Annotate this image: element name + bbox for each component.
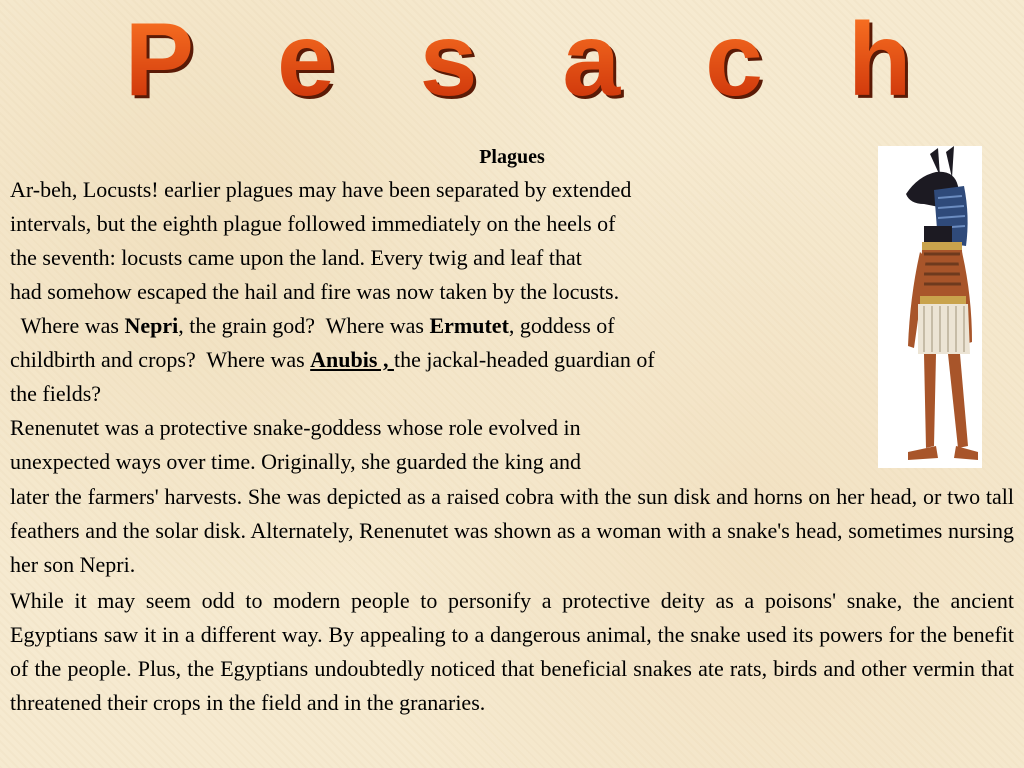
text-line: Renenutet was a protective snake-goddess whose role evolved in [10,415,581,440]
ermutet-name: Ermutet [429,313,509,338]
text-line-anubis [10,343,870,377]
paragraph-renenutet: later the farmers' harvests. She was depicted as a raised cobra with the sun disk and horns on her head, or two tall feathers and the solar disk. Alternately, Renenutet was shown as a woman with a snake's head, sometimes nursing her son Nepri. [10,484,1014,577]
page-title: P e s a c h [0,0,1024,120]
anubis-figure-icon [878,146,982,468]
text-fragment: Where was [10,313,125,338]
paragraph-snake: While it may seem odd to modern people to personify a protective deity as a poisons' snake, the ancient Egyptians saw it in a different way. By appealing to a dangerous animal, the snake used its powers for the benefit of the people. Plus, the Egyptians undoubtedly noticed that beneficial snakes ate rats, birds and other vermin that threatened their crops in the field and in the granaries. [10,588,1014,715]
text-line: unexpected ways over time. Originally, she guarded the king and [10,449,582,474]
nepri-name: Nepri [124,313,179,338]
section-heading: Plagues [479,146,545,168]
anubis-link[interactable]: Anubis , [310,347,394,372]
text-line-nepri [10,309,870,343]
text-fragment: , the grain god? Where was [178,313,430,338]
text-line: Ar-beh, Locusts! earlier plagues may have been separated by extended [10,177,632,202]
text-fragment: childbirth and crops? Where was [10,347,311,372]
text-line: intervals, but the eighth plague followed immediately on the heels of [10,211,616,236]
text-line: the fields? [10,381,102,406]
text-block [10,173,870,479]
text-line: the seventh: locusts came upon the land. Every twig and leaf that [10,245,582,270]
text-line: had somehow escaped the hail and fire was now taken by the locusts. [10,279,620,304]
text-fragment: the jackal-headed guardian of [393,347,655,372]
text-fragment: , goddess of [508,313,615,338]
